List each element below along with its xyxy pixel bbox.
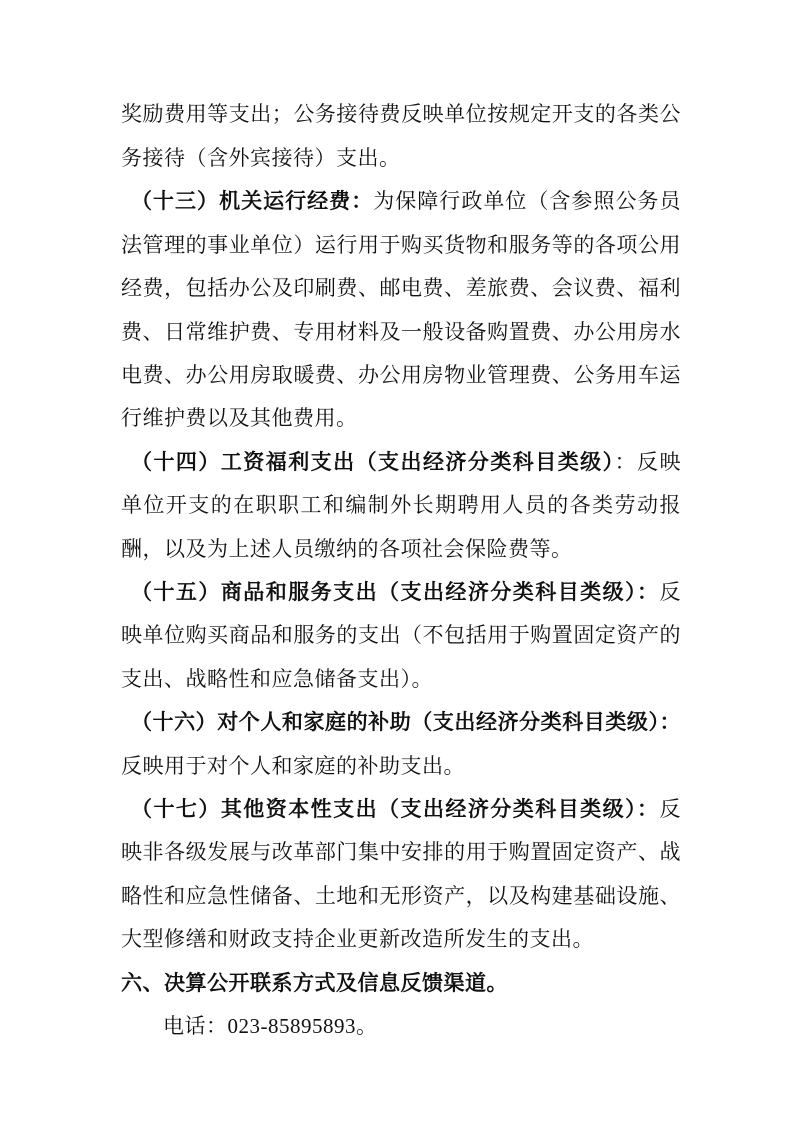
phone-label: 电话： bbox=[163, 1014, 228, 1038]
text-line: 大型修缮和财政支持企业更新改造所发生的支出。 bbox=[121, 927, 594, 951]
text-line: 映非各级发展与改革部门集中安排的用于购置固定资产、战 bbox=[121, 840, 681, 864]
text-line: 经费，包括办公及印刷费、邮电费、差旅费、会议费、福利 bbox=[121, 276, 681, 300]
section-14-text: ：反映 bbox=[614, 450, 682, 474]
phone-line bbox=[163, 1011, 681, 1041]
section-13-text: 为保障行政单位（含参照公务员 bbox=[373, 189, 682, 213]
section-15-heading: （十五）商品和服务支出（支出经济分类科目类级）： bbox=[131, 579, 660, 604]
section-17-heading: （十七）其他资本性支出（支出经济分类科目类级）： bbox=[131, 796, 660, 821]
text-line: 支出、战略性和应急储备支出）。 bbox=[121, 667, 433, 691]
section-17-text: 反 bbox=[659, 797, 681, 821]
phone-end: 。 bbox=[356, 1014, 378, 1038]
section-14-line bbox=[131, 447, 681, 477]
text-line: 电费、办公用房取暖费、办公用房物业管理费、公务用车运 bbox=[121, 363, 681, 387]
text-line: 略性和应急性储备、土地和无形资产，以及构建基础设施、 bbox=[121, 884, 681, 908]
section-13-heading: （十三）机关运行经费： bbox=[131, 188, 374, 213]
text-line: 行维护费以及其他费用。 bbox=[121, 406, 358, 430]
section-14-heading: （十四）工资福利支出（支出经济分类科目类级） bbox=[131, 449, 615, 474]
text-line: 单位开支的在职职工和编制外长期聘用人员的各类劳动报 bbox=[121, 493, 681, 517]
section-15-text: 反 bbox=[659, 580, 681, 604]
text-line: 务接待（含外宾接待）支出。 bbox=[121, 146, 401, 170]
section-15-line bbox=[131, 577, 681, 607]
text-line: 映单位购买商品和服务的支出（不包括用于购置固定资产的 bbox=[121, 623, 681, 647]
section-16-line bbox=[131, 707, 681, 737]
text-line: 费、日常维护费、专用材料及一般设备购置费、办公用房水 bbox=[121, 320, 681, 344]
section-6-heading: 六、决算公开联系方式及信息反馈渠道。 bbox=[121, 970, 508, 995]
text-line: 奖励费用等支出；公务接待费反映单位按规定开支的各类公 bbox=[121, 102, 681, 126]
phone-number: 023-85895893 bbox=[227, 1014, 356, 1038]
text-line: 法管理的事业单位）运行用于购买货物和服务等的各项公用 bbox=[121, 233, 681, 257]
text-line: 反映用于对个人和家庭的补助支出。 bbox=[121, 754, 465, 778]
text-line: 酬，以及为上述人员缴纳的各项社会保险费等。 bbox=[121, 537, 573, 561]
section-16-heading: （十六）对个人和家庭的补助（支出经济分类科目类级）： bbox=[131, 709, 681, 734]
section-17-line bbox=[131, 794, 681, 824]
section-13-line bbox=[131, 186, 681, 216]
